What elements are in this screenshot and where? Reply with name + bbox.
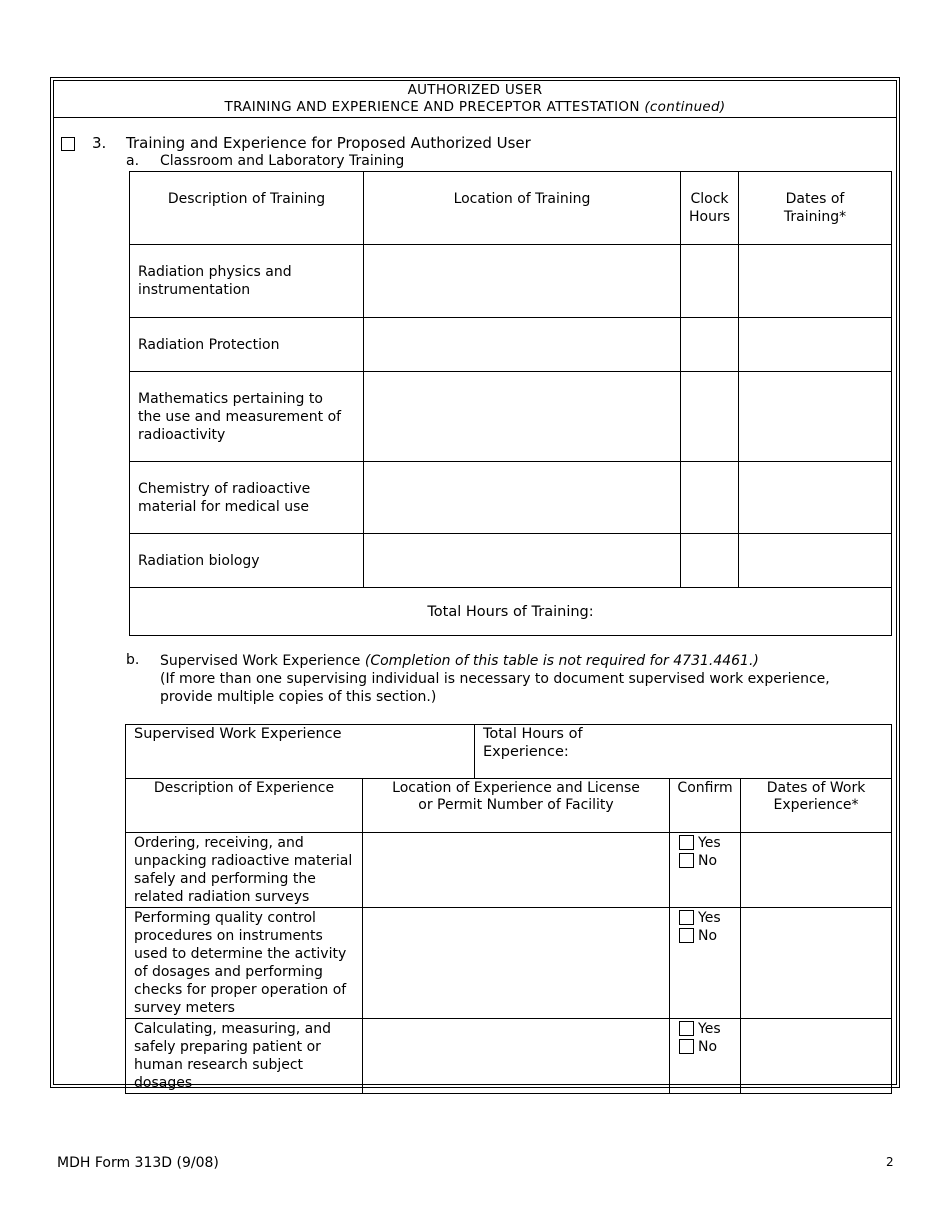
col-header-location: Location of Training [364, 172, 681, 245]
yes-label: Yes [698, 1021, 721, 1037]
no-checkbox[interactable] [679, 1039, 694, 1054]
experience-row-desc: Ordering, receiving, and unpacking radioactive material safely and performing the related radiation surveys [126, 833, 363, 908]
training-location-cell[interactable] [364, 245, 681, 318]
confirm-cell [670, 1019, 741, 1094]
training-dates-cell[interactable] [739, 245, 892, 318]
confirm-cell [670, 908, 741, 1019]
no-label: No [698, 928, 718, 944]
training-row-desc: Radiation biology [130, 534, 364, 588]
section-3-checkbox[interactable] [61, 137, 75, 151]
training-location-cell[interactable] [364, 318, 681, 372]
section-b-letter: b. [126, 652, 140, 668]
confirm-no[interactable] [670, 852, 740, 870]
training-hours-cell[interactable] [681, 318, 739, 372]
confirm-no[interactable] [670, 927, 740, 945]
training-hours-cell[interactable] [681, 372, 739, 462]
header-continued: (continued) [644, 99, 726, 115]
header-line-2 [54, 99, 896, 116]
section-a-title: Classroom and Laboratory Training [160, 153, 405, 169]
no-checkbox[interactable] [679, 853, 694, 868]
col-header-work-dates: Dates of Work Experience* [741, 779, 892, 833]
work-dates-cell[interactable] [741, 908, 892, 1019]
supervised-experience-table [125, 724, 892, 1094]
confirm-yes[interactable] [670, 833, 740, 852]
no-label: No [698, 1039, 718, 1055]
experience-location-cell[interactable] [363, 908, 670, 1019]
yes-label: Yes [698, 835, 721, 851]
experience-row-desc: Performing quality control procedures on instruments used to determine the activity of dosages and performing checks for proper operation of survey meters [126, 908, 363, 1019]
training-row-desc: Chemistry of radioactive material for medical use [130, 462, 364, 534]
training-dates-cell[interactable] [739, 534, 892, 588]
col-header-confirm: Confirm [670, 779, 741, 833]
training-dates-cell[interactable] [739, 372, 892, 462]
col-header-experience-description: Description of Experience [126, 779, 363, 833]
total-hours-training[interactable]: Total Hours of Training: [130, 588, 892, 636]
training-location-cell[interactable] [364, 372, 681, 462]
section-a-letter: a. [126, 153, 140, 169]
header-line-1: AUTHORIZED USER [407, 82, 543, 98]
confirm-yes[interactable] [670, 1019, 740, 1038]
section-b-title-note: (Completion of this table is not required for 4731.4461.) [364, 653, 759, 669]
training-row-desc: Mathematics pertaining to the use and measurement of radioactivity [130, 372, 364, 462]
classroom-training-table [129, 171, 892, 636]
form-header [54, 81, 896, 118]
training-location-cell[interactable] [364, 462, 681, 534]
work-dates-cell[interactable] [741, 1019, 892, 1094]
experience-row-desc: Calculating, measuring, and safely preparing patient or human research subject dosages [126, 1019, 363, 1094]
col-header-description: Description of Training [130, 172, 364, 245]
training-row-desc: Radiation physics and instrumentation [130, 245, 364, 318]
section-b-title: Supervised Work Experience [160, 653, 361, 669]
yes-checkbox[interactable] [679, 910, 694, 925]
work-dates-cell[interactable] [741, 833, 892, 908]
confirm-yes[interactable] [670, 908, 740, 927]
yes-checkbox[interactable] [679, 835, 694, 850]
col-header-clock-hours: Clock Hours [681, 172, 739, 245]
supervised-work-experience-label: Supervised Work Experience [126, 725, 475, 779]
training-hours-cell[interactable] [681, 245, 739, 318]
no-label: No [698, 853, 718, 869]
training-dates-cell[interactable] [739, 318, 892, 372]
section-3-number: 3. [92, 134, 107, 152]
section-b-note: (If more than one supervising individual is necessary to document supervised work experience, provide multiple copies of this section.) [160, 671, 830, 705]
col-header-experience-location: Location of Experience and License or Permit Number of Facility [363, 779, 670, 833]
form-id: MDH Form 313D (9/08) [57, 1155, 219, 1171]
total-hours-experience[interactable]: Total Hours of Experience: [475, 725, 892, 779]
experience-location-cell[interactable] [363, 833, 670, 908]
header-title: TRAINING AND EXPERIENCE AND PRECEPTOR ATTESTATION [224, 99, 640, 115]
no-checkbox[interactable] [679, 928, 694, 943]
yes-label: Yes [698, 910, 721, 926]
section-3-title: Training and Experience for Proposed Authorized User [126, 134, 531, 152]
yes-checkbox[interactable] [679, 1021, 694, 1036]
col-header-dates: Dates of Training* [739, 172, 892, 245]
confirm-cell [670, 833, 741, 908]
training-dates-cell[interactable] [739, 462, 892, 534]
experience-location-cell[interactable] [363, 1019, 670, 1094]
training-hours-cell[interactable] [681, 534, 739, 588]
training-row-desc: Radiation Protection [130, 318, 364, 372]
confirm-no[interactable] [670, 1038, 740, 1056]
page-number: 2 [886, 1155, 894, 1169]
training-hours-cell[interactable] [681, 462, 739, 534]
section-b-heading [160, 652, 880, 706]
training-location-cell[interactable] [364, 534, 681, 588]
